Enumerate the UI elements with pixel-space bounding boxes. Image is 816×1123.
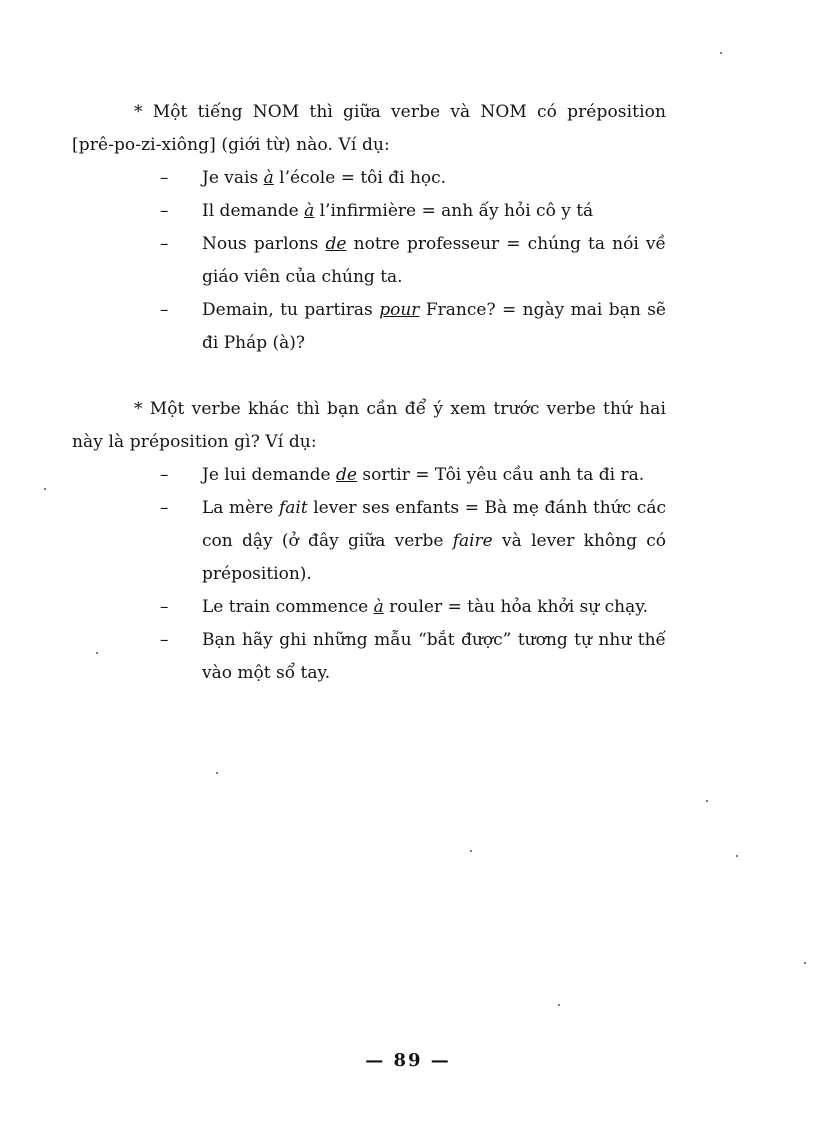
preposition-highlight: de <box>325 234 347 254</box>
example-text: l’école = tôi đi học. <box>273 168 447 188</box>
example-text: Bạn hãy ghi những mẫu “bắt được” tương tự như thế vào một sổ tay. <box>202 630 666 683</box>
scan-speck <box>216 772 218 774</box>
list-item <box>160 162 666 195</box>
scan-speck <box>558 1004 560 1006</box>
paragraph-line: * Một verbe khác thì bạn cần để ý xem trước verbe <box>134 399 596 419</box>
list-dash: – <box>160 498 169 518</box>
scan-speck <box>470 850 472 852</box>
paragraph-line: [prê-po-zi-xiông] (giới từ) nào. Ví dụ: <box>72 135 390 155</box>
list-dash: – <box>160 201 169 221</box>
example-text: và lever không có préposition). <box>202 531 667 584</box>
example-list-2 <box>160 459 666 690</box>
page-number: — 89 — <box>365 1050 451 1071</box>
example-text: France? = ngày mai bạn sẽ đi Pháp (à)? <box>202 300 666 353</box>
example-text: Nous parlons <box>202 234 326 254</box>
list-dash: – <box>160 630 169 650</box>
paragraph-line: thứ hai này là préposition gì? Ví dụ: <box>72 399 666 452</box>
scan-speck <box>44 488 46 490</box>
example-text: Demain, tu partiras <box>202 300 380 320</box>
example-text: Je lui demande <box>202 465 336 485</box>
list-dash: – <box>160 168 169 188</box>
paragraph-line: * Một tiếng NOM thì giữa verbe và NOM có préposition <box>134 102 666 122</box>
example-text: rouler = tàu hỏa khởi sự chạy. <box>383 597 648 617</box>
preposition-highlight: de <box>336 465 357 485</box>
example-text: Je vais <box>202 168 264 188</box>
list-item <box>160 294 666 360</box>
example-text: La mère <box>202 498 279 518</box>
scan-speck <box>706 800 708 802</box>
list-item <box>160 492 666 591</box>
paragraph-verb-preposition <box>72 393 666 459</box>
preposition-highlight: à <box>373 597 384 617</box>
example-text: Il demande <box>202 201 305 221</box>
example-text: Le train commence <box>202 597 374 617</box>
preposition-highlight: pour <box>379 300 420 320</box>
example-text: notre professeur = chúng ta nói về giáo viên của chúng ta. <box>202 234 666 287</box>
scan-speck <box>804 962 806 964</box>
list-dash: – <box>160 234 169 254</box>
preposition-highlight: à <box>263 168 274 188</box>
list-dash: – <box>160 300 169 320</box>
preposition-highlight: à <box>304 201 315 221</box>
scan-speck <box>96 652 98 654</box>
scan-speck <box>736 855 738 857</box>
example-text: lever ses enfants = Bà mẹ đánh thức các con dậy (ở đây giữa verbe <box>202 498 666 551</box>
list-item <box>160 459 666 492</box>
list-item <box>160 195 666 228</box>
example-text: sortir = Tôi yêu cầu anh ta đi ra. <box>356 465 645 485</box>
verb-highlight: faire <box>452 531 493 551</box>
paragraph-noun-preposition <box>72 96 666 162</box>
verb-highlight: fait <box>278 498 308 518</box>
list-item <box>160 228 666 294</box>
list-item <box>160 591 666 624</box>
example-list-1 <box>160 162 666 360</box>
list-dash: – <box>160 597 169 617</box>
example-text: l’infirmière = anh ấy hỏi cô y tá <box>314 201 594 221</box>
list-item <box>160 624 666 690</box>
scan-speck <box>720 52 722 54</box>
list-dash: – <box>160 465 169 485</box>
